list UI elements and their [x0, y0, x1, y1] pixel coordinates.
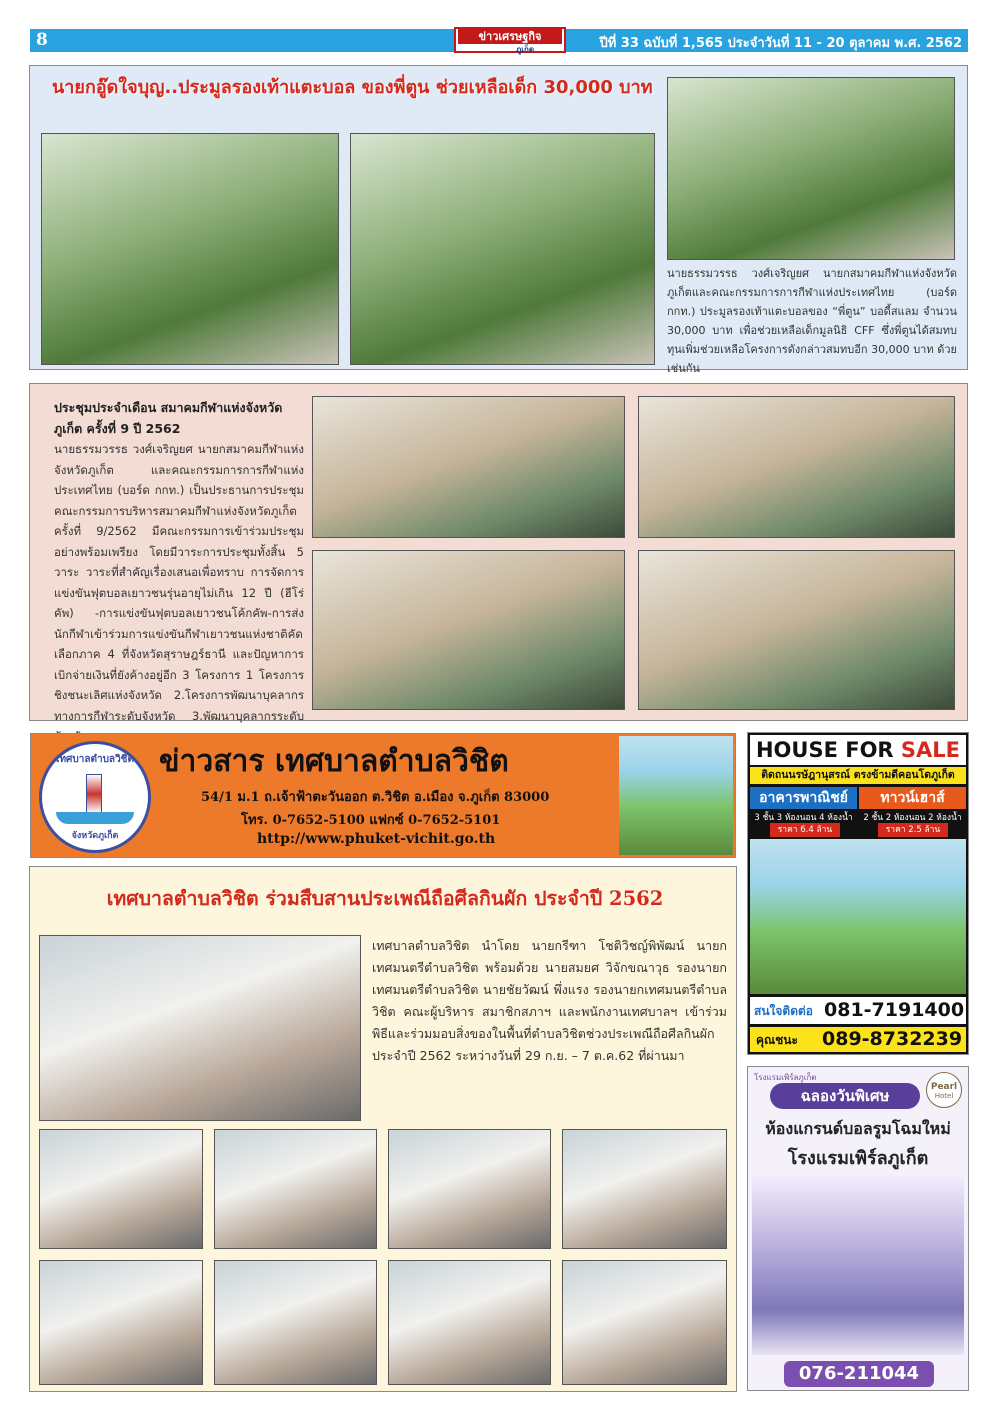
house-ad-subtitle: ติดถนนรษัฎานุสรณ์ ตรงข้ามดีคอนโดภูเก็ต — [750, 767, 966, 784]
story2-title: ประชุมประจำเดือน สมาคมกีฬาแห่งจังหวัดภูเก็ต ครั้งที่ 9 ปี 2562 — [54, 400, 283, 436]
story1-photo-2 — [350, 133, 655, 365]
story1-photo-3 — [667, 77, 955, 260]
page-number: 8 — [36, 30, 48, 50]
story2-photo-4 — [638, 550, 955, 710]
story1-headline: นายกอู๊ดใจบุญ..ประมูลรองเท้าแตะบอล ของพี่ตูน ช่วยเหลือเด็ก 30,000 บาท — [52, 77, 653, 98]
house-title-b: SALE — [900, 738, 961, 762]
masthead-title: ข่าวเศรษฐกิจ — [458, 29, 562, 44]
pearl-phone[interactable]: 076-211044 — [784, 1361, 934, 1387]
house-left-price: ราคา 6.4 ล้าน — [770, 823, 840, 837]
house-contact-phone[interactable]: 081-7191400 — [824, 999, 965, 1021]
story3-photo-b1 — [39, 1260, 203, 1385]
story3-photo-a4 — [562, 1129, 727, 1249]
story2-photo-2 — [638, 396, 955, 538]
pearl-promo: ฉลองวันพิเศษ — [770, 1083, 920, 1109]
vichit-url[interactable]: http://www.phuket-vichit.go.th — [257, 831, 496, 847]
house-name-row — [750, 1027, 966, 1052]
house-contact-label: สนใจติดต่อ — [754, 1004, 814, 1018]
pearl-logo — [926, 1072, 962, 1108]
story1-caption: นายธรรมวรรธ วงศ์เจริญยศ นายกสมาคมกีฬาแห่งจังหวัดภูเก็ตและคณะกรรมการการกีฬาแห่งประเทศไทย (บอร์ด กกท.) ประมูลรองเท้าแตะบอลของ “พี่ตูน” บอดี้สแลม จำนวน 30,000 บาท เพื่อช่วยเหลือเด็กมูลนิธิ CFF ซึ่งพี่ตูนได้สมทบทุนเพิ่มช่วยเหลือโครงการดังกล่าวสมทบอีก 30,000 บาท ด้วยเช่นกัน — [667, 267, 957, 375]
story2-box — [29, 383, 968, 721]
vichit-address: 54/1 ม.1 ถ.เจ้าฟ้าตะวันออก ต.วิชิต อ.เมือง จ.ภูเก็ต 83000 — [201, 790, 550, 805]
pearl-line1: ห้องแกรนด์บอลรูมโฉมใหม่ — [765, 1119, 951, 1138]
story3-headline: เทศบาลตำบลวิชิต ร่วมสืบสานประเพณีถือศีลกินผัก ประจำปี 2562 — [106, 887, 664, 910]
house-right-label: ทาวน์เฮาส์ — [859, 787, 966, 809]
story2-photo-3 — [312, 550, 625, 710]
lighthouse-icon — [86, 774, 102, 814]
seal-top-text: เทศบาลตำบลวิชิต — [56, 754, 134, 765]
pearl-ad — [747, 1066, 969, 1391]
house-ad — [747, 732, 969, 1055]
vichit-title: ข่าวสาร เทศบาลตำบลวิชิต — [159, 744, 509, 779]
seal-sea — [56, 812, 134, 824]
story3-photo-b2 — [214, 1260, 377, 1385]
pearl-line2: โรงแรมเพิร์ลภูเก็ต — [787, 1148, 929, 1169]
story3-photo-b3 — [388, 1260, 551, 1385]
house-photo — [750, 839, 966, 994]
story3-photo-a1 — [39, 1129, 203, 1249]
story3-body: เทศบาลตำบลวิชิต นำโดย นายกรีฑา โชติวิชญ์พิพัฒน์ นายกเทศมนตรีตำบลวิชิต พร้อมด้วย นายสมยศ วิจักขณาวุธ รองนายกเทศมนตรีตำบลวิชิต นายชัยวัฒน์ พึ่งแรง รองนายกเทศมนตรีตำบลวิชิต คณะผู้บริหาร สมาชิกสภาฯ และพนักงานเทศบาลฯ เข้าร่วมพิธีและร่วมมอบสิ่งของในพื้นที่ตำบลวิชิตช่วงประเพณีถือศีลกินผักประจำปี 2562 ระหว่างวันที่ 29 ก.ย. – 7 ต.ค.62 ที่ผ่านมา — [372, 938, 727, 1063]
story3-photo-main — [39, 935, 361, 1121]
masthead-sub: ภูเก็ต — [516, 45, 535, 54]
pearl-logo-sub: Hotel — [934, 1092, 954, 1100]
page-header — [30, 29, 968, 52]
story1-photo-1 — [41, 133, 339, 365]
story3-photo-b4 — [562, 1260, 727, 1385]
vichit-seal — [39, 741, 151, 853]
vichit-building-photo — [619, 736, 733, 855]
issue-line: ปีที่ 33 ฉบับที่ 1,565 ประจำวันที่ 11 - 20 ตุลาคม พ.ศ. 2562 — [599, 36, 962, 51]
house-left-spec: 3 ชั้น 3 ห้องนอน 4 ห้องน้ำ — [754, 813, 853, 823]
house-title-a: HOUSE FOR — [755, 738, 901, 762]
house-left-label: อาคารพาณิชย์ — [750, 787, 857, 809]
pearl-logo-text: Pearl — [930, 1082, 958, 1092]
house-name-label: คุณชนะ — [756, 1033, 798, 1047]
story2-photo-1 — [312, 396, 625, 538]
story3-photo-a3 — [388, 1129, 551, 1249]
pearl-hall-photo — [752, 1175, 964, 1355]
house-ad-title — [750, 735, 966, 765]
house-right-price: ราคา 2.5 ล้าน — [878, 823, 948, 837]
story1-box — [29, 65, 968, 375]
pearl-brand-small: โรงแรมเพิร์ลภูเก็ต — [754, 1073, 817, 1082]
vichit-banner — [30, 733, 736, 858]
house-name-phone[interactable]: 089-8732239 — [822, 1028, 963, 1050]
house-contact-row — [750, 997, 966, 1024]
vichit-phone: โทร. 0-7652-5100 แฟกซ์ 0-7652-5101 — [241, 813, 501, 828]
seal-bottom-text: จังหวัดภูเก็ต — [71, 831, 119, 841]
story3-photo-a2 — [214, 1129, 377, 1249]
masthead-logo — [454, 27, 566, 53]
house-right-spec: 2 ชั้น 2 ห้องนอน 2 ห้องน้ำ — [863, 813, 962, 823]
story2-body: นายธรรมวรรธ วงศ์เจริญยศ นายกสมาคมกีฬาแห่งจังหวัดภูเก็ต และคณะกรรมการการกีฬาแห่งประเทศไทย (บอร์ด กกท.) เป็นประธานการประชุมคณะกรรมการบริหารสมาคมกีฬาแห่งจังหวัดภูเก็ต ครั้งที่ 9/2562 มีคณะกรรมการเข้าร่วมประชุมอย่างพร้อมเพรียง โดยมีวาระการประชุมทั้งสิ้น 5 วาระ วาระที่สำคัญเรื่องเสนอเพื่อทราบ การจัดการแข่งขันฟุตบอลเยาวชนรุ่นอายุไม่เกิน 12 ปี (ฮีโร่คัพ) -การแข่งขันฟุตบอลเยาวชนโค้กคัพ-การส่งนักกีฬาเข้าร่วมการแข่งขันกีฬาเยาวชนแห่งชาติคัดเลือกภาค 4 ที่จังหวัดสุราษฎร์ธานี และปัญหาการเบิกจ่ายเงินที่ยังค้างอยู่อีก 3 โครงการ 1 โครงการชิงชนะเลิศแห่งจังหวัด 2.โครงการพัฒนาบุคลากรทางการกีฬาระดับจังหวัด 3.พัฒนาบุคลากรระดับ — [54, 442, 304, 723]
story3-box — [29, 866, 737, 1392]
